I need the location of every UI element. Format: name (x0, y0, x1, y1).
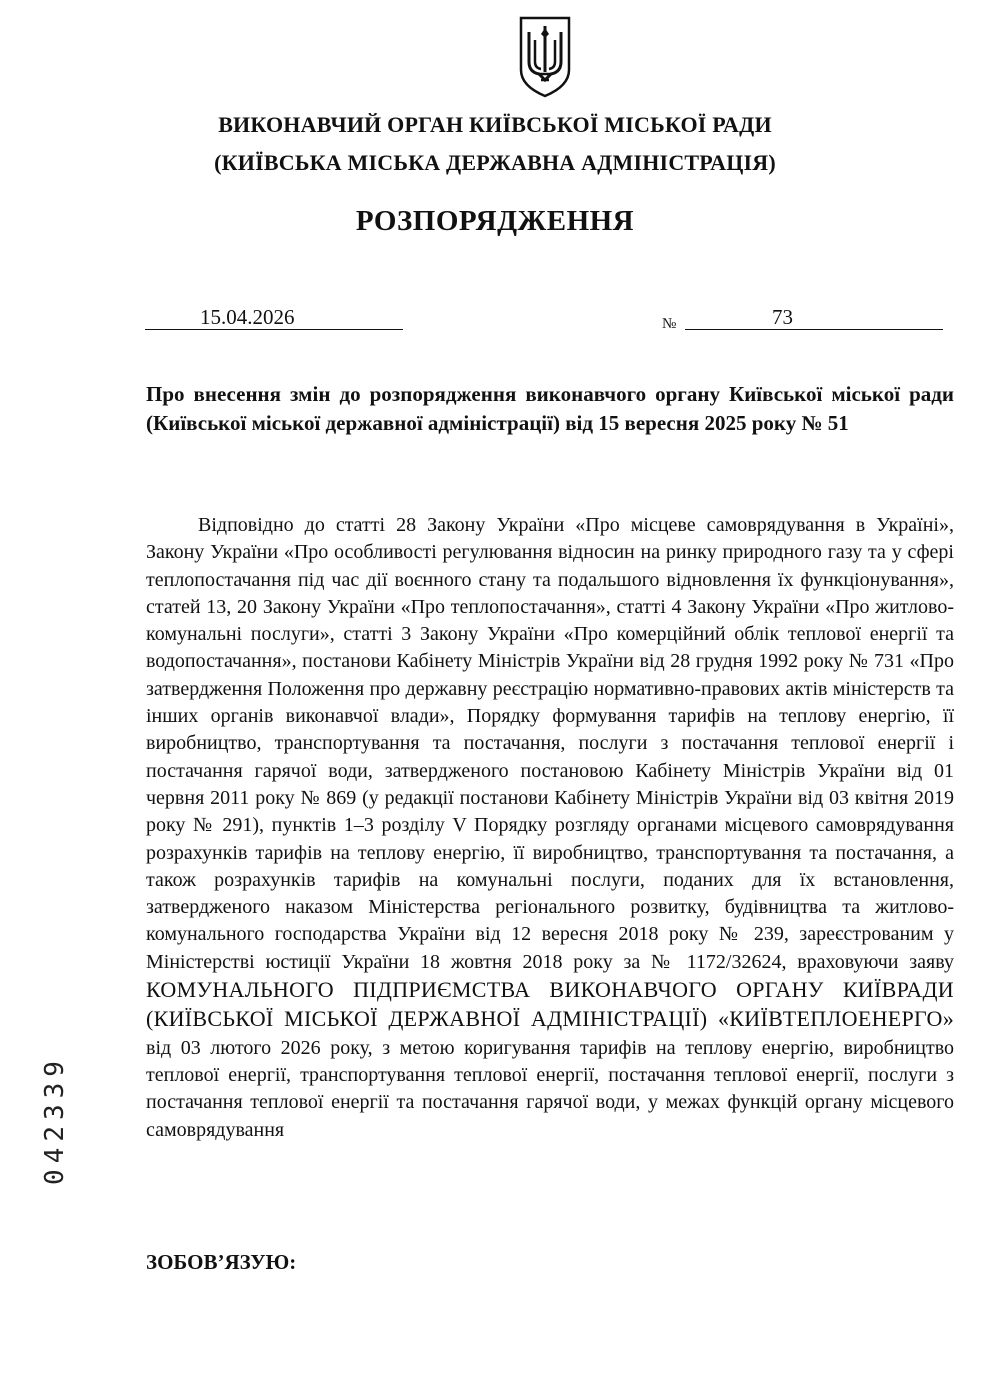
org-name-line1: ВИКОНАВЧИЙ ОРГАН КИЇВСЬКОЇ МІСЬКОЇ РАДИ (218, 112, 772, 137)
preamble-paragraph (146, 512, 954, 1144)
preamble-text-part2: від 03 лютого 2026 року, з метою коригування тарифів на теплову енергію, виробництво теплової енергії, транспортування теплової енергії, постачання теплової енергії, послуги з постачання теплової енергії та постачання гарячої води, у межах функцій органу місцевого самоврядування (146, 1036, 954, 1141)
org-name-line2: (КИЇВСЬКА МІСЬКА ДЕРЖАВНА АДМІНІСТРАЦІЯ) (214, 150, 776, 175)
document-number-field (685, 305, 943, 330)
document-number: 73 (772, 305, 793, 329)
document-subject: Про внесення змін до розпорядження виконавчого органу Київської міської ради (Київської міської державної адміністрації) від 15 вересня 2025 року № 51 (146, 382, 954, 435)
document-date: 15.04.2026 (200, 305, 295, 329)
obligation-heading: ЗОБОВ’ЯЗУЮ: (146, 1250, 297, 1274)
trident-icon (517, 14, 573, 98)
company-name: КОМУНАЛЬНОГО ПІДПРИЄМСТВА ВИКОНАВЧОГО ОРГАНУ КИЇВРАДИ (КИЇВСЬКОЇ МІСЬКОЇ ДЕРЖАВНОЇ АДМІНІСТРАЦІЇ) «КИЇВТЕПЛОЕНЕРГО» (146, 977, 954, 1032)
number-sign: № (662, 316, 677, 332)
preamble-text-part1: Відповідно до статті 28 Закону України «Про місцеве самоврядування в Україні», Закону України «Про особливості регулювання відносин на ринку природного газу та у сфері теплопостачання під час дії воєнного стану та подальшого відновлення їх функціонування», статей 13, 20 Закону України «Про теплопостачання», статті 4 Закону України «Про житлово-комунальні послуги», статті 3 Закону України «Про комерційний облік теплової енергії та водопостачання», постанови Кабінету Міністрів України від 28 грудня 1992 року № 731 «Про затвердження Положення про державну реєстрацію нормативно-правових актів міністерств та інших органів виконавчої влади», Порядку формування тарифів на теплову енергію, її виробництво, транспортування та постачання, послуги з постачання теплової енергії і постачання гарячої води, затвердженого постановою Кабінету Міністрів України від 01 червня 2011 року № 869 (у редакції постанови Кабінету Міністрів України від 03 квітня 2019 року № 291), пунктів 1–3 розділу V Порядку розгляду органами місцевого самоврядування розрахунків тарифів на теплову енергію, її виробництво, транспортування та постачання, а також розрахунків тарифів на комунальні послуги, поданих для їх встановлення, затвердженого наказом Міністерства регіонального розвитку, будівництва та житлово-комунального господарства України від 12 вересня 2018 року № 239, зареєстрованим у Міністерстві юстиції України 18 жовтня 2018 року за № 1172/32624, враховуючи заяву (146, 514, 954, 973)
document-date-field (145, 305, 403, 330)
stamp-number: 042339 (40, 1055, 71, 1185)
registration-stamp (30, 1045, 80, 1195)
document-type-title: РОЗПОРЯДЖЕННЯ (355, 205, 635, 237)
